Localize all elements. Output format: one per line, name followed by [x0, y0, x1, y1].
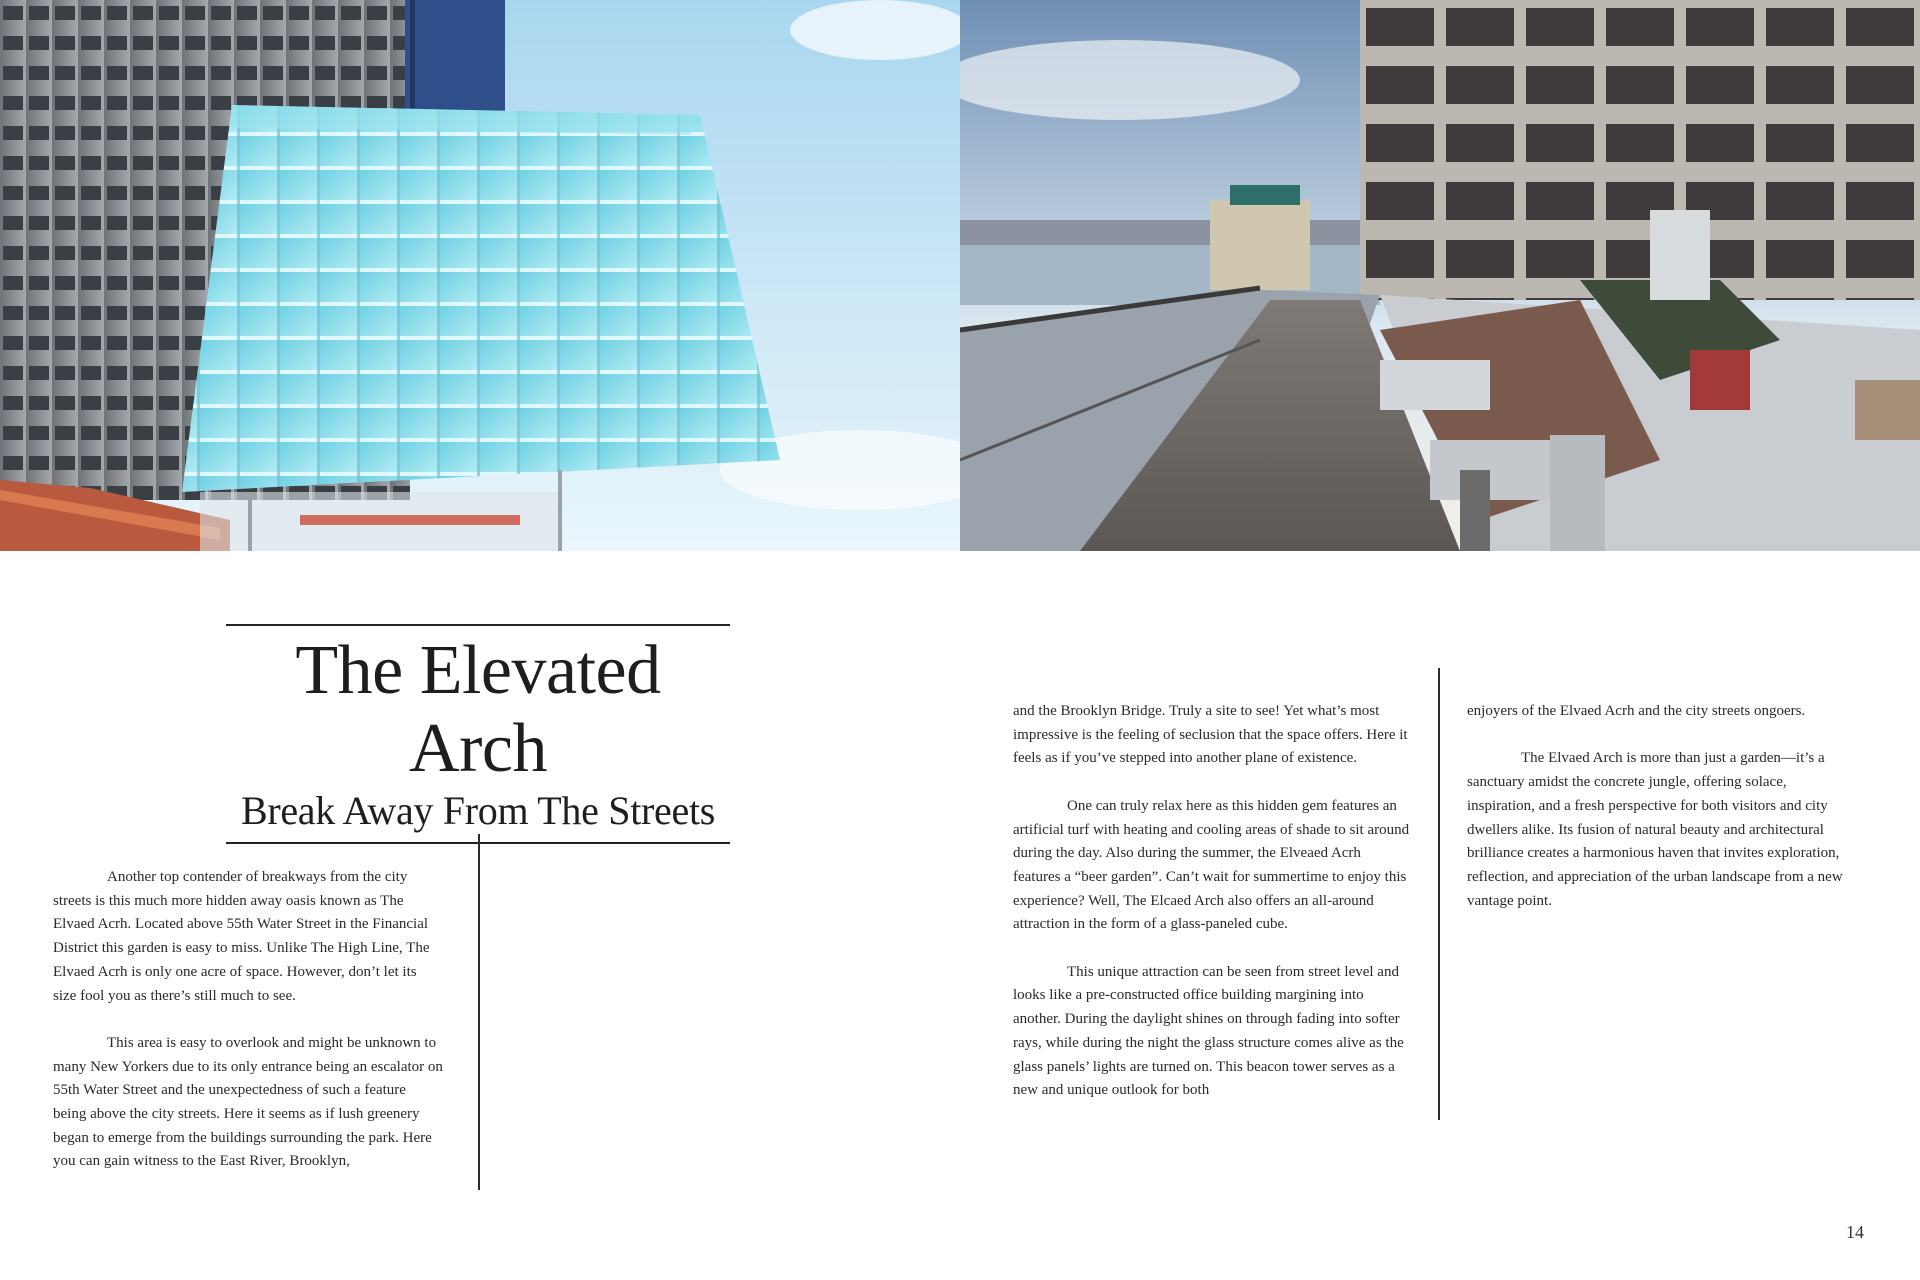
- title-block: [226, 624, 730, 844]
- paragraph: and the Brooklyn Bridge. Truly a site to see! Yet what’s most impressive is the feeling of seclusion that the space offers. Here it feels as if you’ve stepped into another plane of existence.: [1013, 703, 1408, 767]
- photo-boardwalk: [960, 0, 1920, 551]
- page-number: 14: [1846, 1222, 1864, 1242]
- paragraph: Another top contender of breakways from the city streets is this much more hidden away oasis known as The Elvaed Acrh. Located above 55th Water Street in the Financial District this garden is easy to miss. Unlike The High Line, The Elvaed Acrh is only one acre of space. However, don’t let its size fool you as there’s still much to see.: [53, 869, 430, 1004]
- paragraph: This area is easy to overlook and might be unknown to many New Yorkers due to its only entrance being an escalator on 55th Water Street and the unexpectedness of such a feature being above the city streets. Here it seems as if lush greenery began to emerge from the buildings surrounding the park. Here you can gain witness to the East River, Brooklyn,: [53, 1034, 443, 1170]
- text-column-2: [1013, 700, 1410, 1127]
- photo-glass-cube: [0, 0, 960, 551]
- paragraph: The Elvaed Arch is more than just a garden—it’s a sanctuary amidst the concrete jungle, offering solace, inspiration, and a fresh perspective for both visitors and city dwellers alike. Its fusion of natural beauty and architectural brilliance creates a harmonious haven that invites exploration, reflection, and appreciation of the urban landscape from a new vantage point.: [1467, 750, 1843, 909]
- article-subtitle: Break Away From The Streets: [240, 788, 716, 833]
- column-divider-1: [478, 834, 480, 1190]
- paragraph: One can truly relax here as this hidden gem features an artificial turf with heating and cooling areas of shade to sit around during the day. Also during the summer, the Elveaed Acrh features a “beer garden”. Can’t wait for summertime to enjoy this experience? Well, The Elcaed Arch also offers an all-around attraction in the form of a glass-paneled cube.: [1013, 797, 1410, 933]
- paragraph: enjoyers of the Elvaed Acrh and the city streets ongoers.: [1467, 703, 1806, 719]
- article-title: The Elevated Arch: [295, 632, 661, 787]
- column-divider-2: [1438, 668, 1440, 1120]
- title-top-rule: [226, 624, 730, 626]
- paragraph: This unique attraction can be seen from street level and looks like a pre-constructed office building margining into another. During the daylight shines on through fading into softer rays, while during the night the glass structure comes alive as the glass panels’ lights are turned on. This beacon tower serves as a new and unique outlook for both: [1013, 963, 1404, 1099]
- text-column-3: [1467, 700, 1847, 937]
- text-column-1: [53, 866, 443, 1198]
